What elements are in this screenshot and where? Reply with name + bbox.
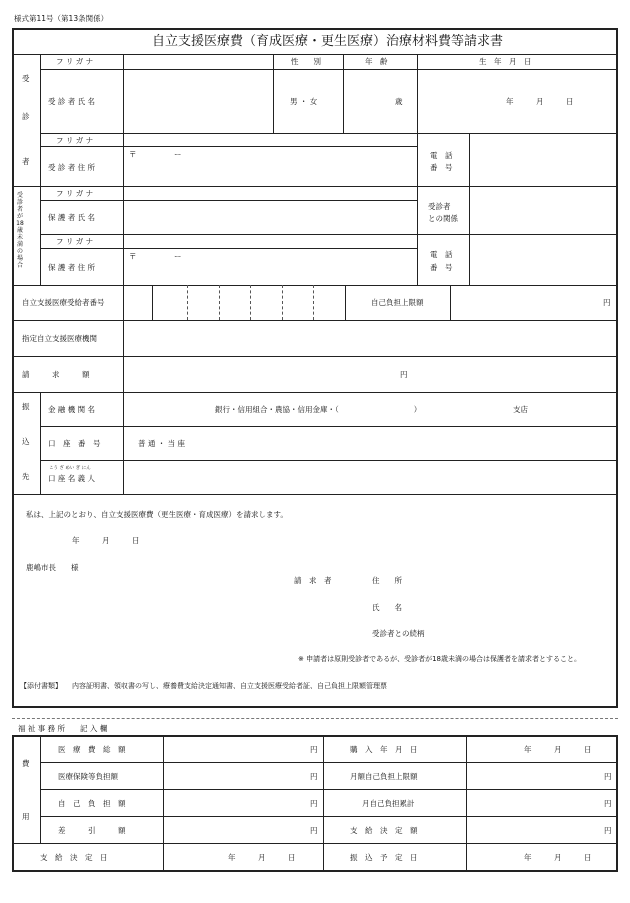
attachments-label: 【添付書類】: [20, 682, 62, 690]
bank-options[interactable]: 銀行・信用組合・農協・信用金庫・（ ）: [215, 405, 422, 414]
office-yen-r2: 円: [604, 772, 612, 781]
claimant-address-label: 住 所: [372, 576, 402, 585]
transfer-section-label-2: 込: [22, 437, 30, 446]
patient-address-furigana: フ リ ガ ナ: [56, 136, 94, 145]
office-yen-3: 円: [310, 799, 318, 808]
office-yen-4: 円: [310, 826, 318, 835]
patient-name-label: 受 診 者 氏 名: [48, 97, 96, 106]
guardian-furigana-label: フ リ ガ ナ: [56, 189, 94, 198]
claimant-relation-label: 受診者との続柄: [372, 629, 425, 638]
guardian-postal[interactable]: 〒 ー: [129, 252, 182, 261]
age-header: 年 齢: [365, 57, 388, 66]
claimant-label: 請 求 者: [294, 576, 332, 585]
patient-address-label: 受 診 者 住 所: [48, 163, 96, 172]
holder-label: 口 座 名 義 人: [48, 474, 96, 483]
sex-value[interactable]: 男 ・ 女: [290, 97, 318, 106]
birth-header: 生 年 月 日: [479, 57, 532, 66]
office-yen-2: 円: [310, 772, 318, 781]
addressee: 鹿嶋市長 様: [26, 563, 79, 572]
transfer-date-value[interactable]: 年 月 日: [524, 853, 592, 862]
patient-section-label-1: 受: [22, 74, 30, 83]
patient-section-label-3: 者: [22, 157, 30, 166]
statement-note: ※ 申請者は原則受診者であるが、受診者が18歳未満の場合は保護者を請求者とすること。: [298, 655, 581, 663]
office-row-right-3: 月自己負担累計: [362, 799, 415, 808]
attachments-list: 内容証明書、領収書の写し、療養費支給決定通知書、自立支援医療受給者証、自己負担上限額管理票: [72, 682, 387, 690]
sex-header: 性 別: [291, 57, 321, 66]
branch-label: 支店: [513, 405, 528, 414]
office-yen-r3: 円: [604, 799, 612, 808]
statement-text: 私は、上記のとおり、自立支援医療費（更生医療・育成医療）を請求します。: [26, 510, 288, 519]
age-unit: 歳: [395, 97, 403, 106]
patient-phone-label-1: 電 話: [430, 151, 453, 160]
patient-phone-label-2: 番 号: [430, 163, 453, 172]
limit-yen: 円: [603, 298, 611, 307]
transfer-section-label-3: 先: [22, 472, 30, 481]
patient-section-label-2: 診: [22, 112, 30, 121]
guardian-section-label: 受診者が18歳未満の場合: [16, 192, 24, 269]
cost-label-1: 費: [22, 759, 30, 768]
guardian-address-furigana: フ リ ガ ナ: [56, 237, 94, 246]
account-number-label: 口 座 番 号: [48, 439, 101, 448]
transfer-date-label: 振 込 予 定 日: [350, 853, 418, 862]
patient-postal[interactable]: 〒 ー: [129, 150, 182, 159]
office-yen-r4: 円: [604, 826, 612, 835]
office-row-left-1: 医 療 費 総 額: [58, 745, 126, 754]
claimant-name-label: 氏 名: [372, 603, 402, 612]
relation-label-1: 受診者: [428, 202, 451, 211]
claim-label: 請 求 額: [22, 370, 90, 379]
guardian-address-label: 保 護 者 住 所: [48, 263, 96, 272]
form-number: 様式第11号（第13条関係）: [14, 14, 109, 23]
decision-date-label: 支 給 決 定 日: [40, 853, 108, 862]
office-header: 福 祉 事 務 所 記 入 欄: [18, 724, 108, 733]
institution-label: 指定自立支援医療機関: [22, 334, 97, 343]
limit-label: 自己負担上限額: [371, 298, 424, 307]
office-row-left-2: 医療保険等負担額: [58, 772, 118, 781]
form-title: 自立支援医療費（育成医療・更生医療）治療材料費等請求書: [152, 34, 504, 49]
office-row-right-4: 支 給 決 定 額: [350, 826, 418, 835]
guardian-name-label: 保 護 者 氏 名: [48, 213, 96, 222]
guardian-phone-label-2: 番 号: [430, 263, 453, 272]
office-yen-1: 円: [310, 745, 318, 754]
account-type[interactable]: 普 通 ・ 当 座: [138, 439, 186, 448]
statement-date[interactable]: 年 月 日: [72, 536, 140, 545]
decision-date-value[interactable]: 年 月 日: [228, 853, 296, 862]
cost-label-2: 用: [22, 812, 30, 821]
purchase-date-value[interactable]: 年 月 日: [524, 745, 592, 754]
office-row-right-2: 月額自己負担上限額: [350, 772, 418, 781]
birth-value[interactable]: 年 月 日: [506, 97, 574, 106]
office-row-left-3: 自 己 負 担 額: [58, 799, 126, 808]
claim-yen: 円: [400, 370, 408, 379]
patient-furigana-label: フ リ ガ ナ: [56, 57, 94, 66]
office-row-right-1: 購 入 年 月 日: [350, 745, 418, 754]
certificate-label: 自立支援医療受給者番号: [22, 298, 105, 307]
transfer-section-label-1: 振: [22, 402, 30, 411]
holder-ruby: こう ざ めい ぎ にん: [49, 466, 91, 471]
guardian-phone-label-1: 電 話: [430, 250, 453, 259]
office-row-left-4: 差 引 額: [58, 826, 126, 835]
bank-label: 金 融 機 関 名: [48, 405, 96, 414]
relation-label-2: との関係: [428, 214, 458, 223]
